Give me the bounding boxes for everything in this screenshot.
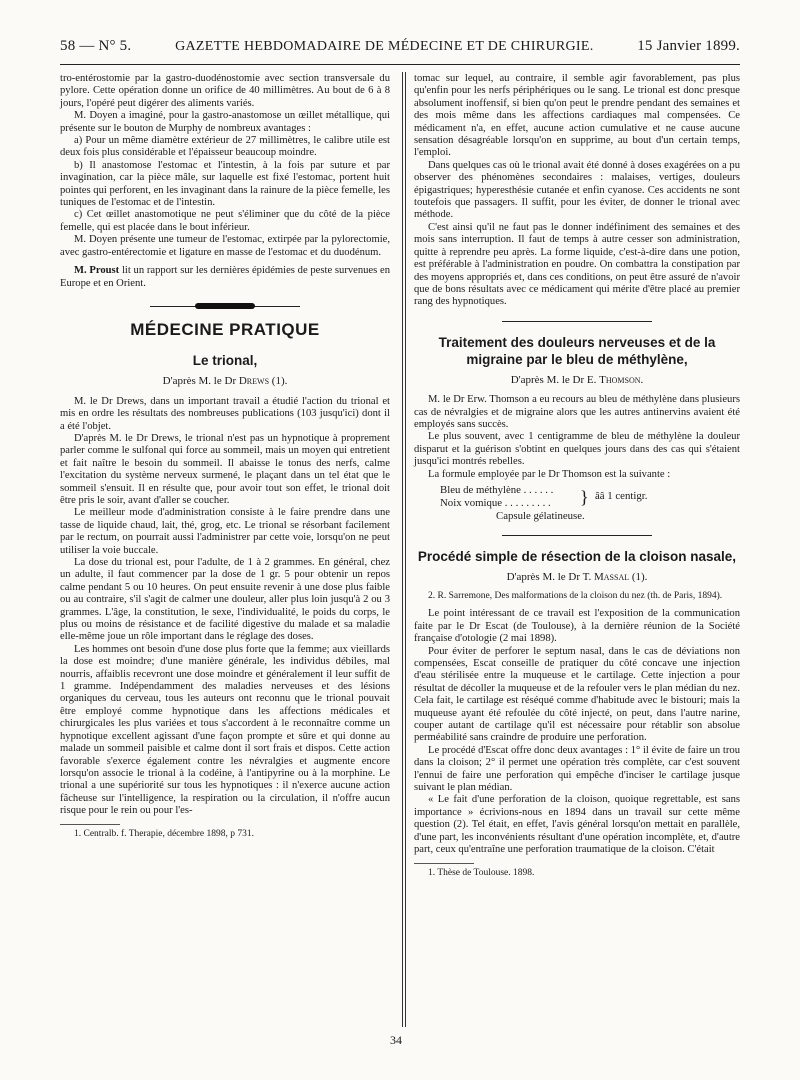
article-title: Procédé simple de résection de la cloison nasale, (417, 548, 737, 564)
paragraph: Pour éviter de perforer le septum nasal, dans le cas de déviations non compensées, Escat conseille de pratiquer du côté concave une injection d'eau stérilisée entre la muqueuse et le cartilage. Cette injection a pour résultat de décoller la muqueuse et de la refouler vers le plan médian du nez. Cela fait, le cartilage est réséqué comme d'habitude avec le bistouri; mais la muqueuse ayant été refoulée du côté injecté, on peut, dans l'autre narine, couper autant de cartilage qu'il est nécessaire pour rétablir son absolue perméabilité sans craindre de produire une perforation. (414, 645, 740, 744)
formula-line: Bleu de méthylène . . . . . . (440, 483, 554, 496)
paragraph: Le point intéressant de ce travail est l'exposition de la communication faite par le Dr Escat (de Toulouse), à la dernière réunion de la Société française d'otologie (2 mai 1898). (414, 608, 740, 645)
paragraph: Le procédé d'Escat offre donc deux avantages : 1° il évite de faire un trou dans la cloison; 2° il permet une opération très complète, car c'est souvent l'ennui de faire une perforation qui empêche d'inciser le cartilage jusque suivant le plan médian. (414, 744, 740, 794)
paragraph: tro-entérostomie par la gastro-duodénostomie avec section transversale du pylore. Cette opération donne un orifice de 40 millimètres. Au bout de 6 à 8 jours, l'opéré peut digérer des aliments variés. (60, 73, 390, 109)
right-column (414, 73, 740, 879)
paragraph: Les hommes ont besoin d'une dose plus forte que la femme; aux vieillards la dose est moindre; d'une manière générale, les individus débiles, mal nourris, affaiblis recevront une dose moindre et généralement il leur suffit de 1 gramme. Indépendamment des maladies nerveuses et des lésions organiques du cerveau, tous les auteurs ont reconnu que le trional pouvait être employé comme hypnotique dans les affections médicales et chirurgicales les plus variées et tous s'accordent à le reconnaître comme un hypnotique excellent agissant d'une façon prompte et sûre et qui donne au malade un sommeil paisible et calme dont il sort frais et dispos. Cette action favorable s'exerce également contre les névralgies et augmente encore lorsqu'on associe le trional à la codéine, à l'antipyrine ou à la morphine. Le trional a une supériorité sur tous les hypnotiques : il n'exerce aucune action fâcheuse sur l'intelligence, la respiration ou la circulation, il n'offre aucun risque pour le rein ou pour l'es- (60, 643, 390, 817)
paragraph: M. Doyen a imaginé, pour la gastro-anastomose un œillet métallique, qui présente sur le bouton de Murphy de nombreux avantages : (60, 110, 390, 134)
article-byline: D'après M. le Dr Drews (1). (162, 375, 288, 388)
article-byline: D'après M. le Dr E. Thomson. (510, 373, 644, 386)
formula-dose: ââ 1 centigr. (595, 489, 648, 502)
article-byline: D'après M. le Dr T. Massal (1). (506, 570, 648, 583)
header-rule (60, 64, 740, 65)
footnote: 2. R. Sarremone, Des malformations de la cloison du nez (th. de Paris, 1894). (428, 591, 723, 602)
section-title: MÉDECINE PRATIQUE (130, 319, 320, 339)
section-ornament (150, 302, 300, 310)
paragraph: c) Cet œillet anastomotique ne peut s'éliminer que du côté de la pièce femelle, qui est placée dans le bout inférieur. (60, 209, 390, 233)
issue-date: 15 Janvier 1899. (637, 38, 740, 54)
paragraph: D'après M. le Dr Drews, le trional n'est pas un hypnotique à proprement parler comme le sulfonal qui force au sommeil, mais un moyen qui entretient et fait naître le besoin du sommeil. Il abaisse le tonus des nerfs, calme l'excitation du système nerveux surmené, le plaçant dans un tel état que le sommeil s'ensuit. Il en résulte que, pour avoir tout son effet, le trional doit être pris le soir, avant d'aller se coucher. (60, 432, 390, 506)
column-divider (402, 72, 403, 1027)
paragraph: b) Il anastomose l'estomac et l'intestin, à la fois par suture et par invagination, car la pièce mâle, sur laquelle est fixé l'estomac, portent huit pointes qui perforent, en les invaginant dans la rainure de la pièce femelle, les tuniques de l'estomac et de l'intestin. (60, 159, 390, 209)
prescription-formula (440, 484, 740, 523)
paragraph-text: lit un rapport sur les dernières épidémies de peste survenues en Europe et en Orient. (60, 265, 390, 289)
paragraph-proust (60, 265, 390, 290)
formula-brace: } (580, 486, 589, 507)
footnote: 1. Centralb. f. Therapie, décembre 1898, p 731. (74, 828, 255, 839)
paragraph: La formule employée par le Dr Thomson est la suivante : (428, 468, 671, 480)
formula-line: Noix vomique . . . . . . . . . (440, 496, 551, 509)
footnote: 1. Thèse de Toulouse. 1898. (428, 867, 535, 878)
formula-line: Capsule gélatineuse. (496, 509, 585, 522)
page-number: 34 (390, 1033, 402, 1047)
paragraph: a) Pour un même diamètre extérieur de 27 millimètres, le calibre utile est deux fois plus considérable et l'épaisseur beaucoup moindre. (60, 135, 390, 159)
paragraph: « Le fait d'une perforation de la cloison, quoique regrettable, est sans importance » écrivions-nous en 1894 dans un travail sur cette même question (2). Tel était, en effet, l'avis général lorsqu'on mettait en parallèle, d'une part, les inconvénients résultant d'une opération incomplète, et, d'autre part, ceux qu'entraîne une perforation traumatique de la cloison. C'était (414, 794, 740, 856)
paragraph: Le plus souvent, avec 1 centigramme de bleu de méthylène la douleur disparut et la guérison s'obtint en quelques jours dans des cas qui s'étaient jusqu'ici montrés rebelles. (414, 431, 740, 468)
article-separator (502, 321, 652, 322)
article-title: Traitement des douleurs nerveuses et de la migraine par le bleu de méthylène, (438, 334, 716, 367)
paragraph: M. Doyen présente une tumeur de l'estomac, extirpée par la pylorectomie, avec gastro-entérectomie et ligature en masse de l'estomac et du duodénum. (60, 234, 390, 258)
paragraph: Dans quelques cas où le trional avait été donné à doses exagérées on a pu observer des phénomènes secondaires : malaises, vertiges, douleurs épigastriques; hyperesthésie cutanée et enfin cyanose. Ces accidents ne sont toutefois que passagers. Il suffit, pour les éviter, de donner le trional avec méthode. (414, 159, 740, 221)
column-divider-second (405, 72, 406, 1027)
header-page-number: 58 — N° 5. (60, 38, 132, 54)
paragraph: M. le Dr Drews, dans un important travail a étudié l'action du trional et mis en ordre les résultats des nombreuses publications (103 jusqu'ici) dont il a été l'objet. (60, 395, 390, 432)
paragraph: C'est ainsi qu'il ne faut pas le donner indéfiniment des semaines et des mois sans interruption. Il faut de temps à autre cesser son administration, quitte à reprendre peu après. La forme liquide, c'est-à-dire dans une potion, est préférable à l'administration en poudre. On combattra la constipation par des moyens appropriés et, dans ces conditions, on peut être assuré de n'avoir que de bons résultats avec ce médicament qui mérite d'être placé au premier rang des hypnotiques. (414, 221, 740, 308)
speaker-name: M. Proust (74, 265, 120, 277)
paragraph: M. le Dr Erw. Thomson a eu recours au bleu de méthylène dans plusieurs cas de névralgies et de migraine alors que les autres antinervins avaient été employés sans succès. (414, 394, 740, 430)
paragraph: La dose du trional est, pour l'adulte, de 1 à 2 grammes. En général, chez un adulte, il faut commencer par la dose de 1 gr. 5 pour obtenir un repos calme pendant 5 ou 10 heures. On peut ensuite revenir à une dose plus faible ou au contraire, s'il s'agit de calmer une douleur, aller plus loin jusqu'à 2 ou 3 grammes. L'âge, la constitution, le sexe, l'individualité, le poids du corps, le plus ou moins de résistance et de facilité digestive du malade et sa maladie elle-même joue un rôle important dans le réglage des doses. (60, 557, 390, 643)
running-header (60, 38, 740, 60)
left-column (60, 73, 390, 840)
article-separator (502, 535, 652, 536)
journal-title: GAZETTE HEBDOMADAIRE DE MÉDECINE ET DE CHIRURGIE. (175, 39, 594, 54)
paragraph: tomac sur lequel, au contraire, il semble agir favorablement, pas plus qu'enfin pour les nerfs périphériques ou le sang. Le trional est donc presque absolument inoffensif, si bien qu'on peut le prendre pendant des semaines et des mois même dans les affections cardiaques mal compensées. Ce médicament n'a, en effet, aucune action cumulative et ne cause aucune sensation désagréable lorsqu'on en supprime, au bout d'un certain temps, l'emploi. (414, 73, 740, 159)
article-title: Le trional, (192, 353, 258, 369)
paragraph: Le meilleur mode d'administration consiste à le faire prendre dans une tasse de liquide chaud, lait, thé, grog, etc. Le trional se résorbant facilement par le rectum, on pourrait aussi l'administrer par cette voie, lorsqu'on ne peut utiliser la voie buccale. (60, 507, 390, 556)
